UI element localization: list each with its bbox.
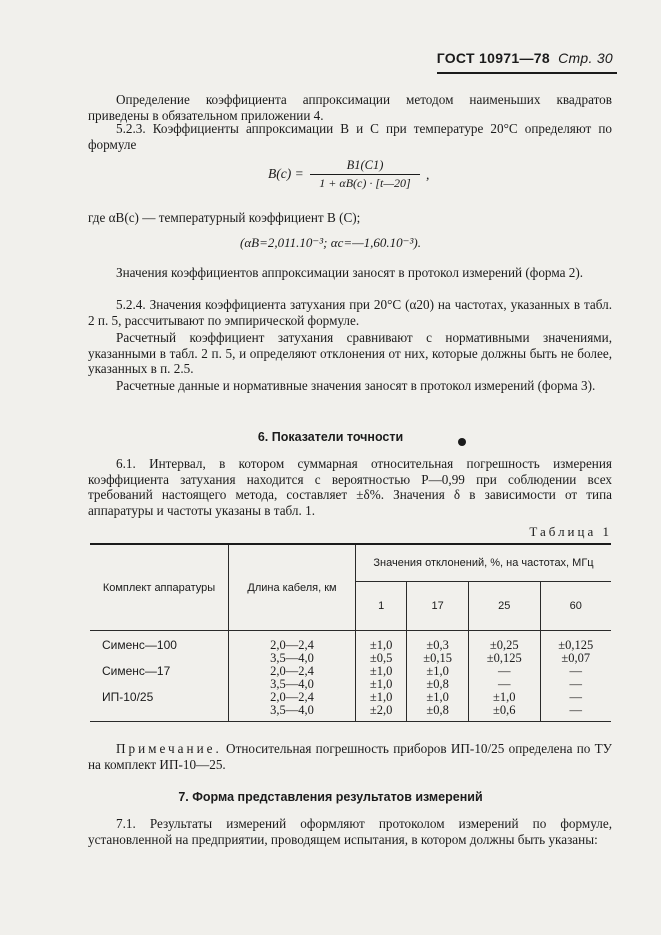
paragraph-5-2-3: 5.2.3. Коэффициенты аппроксимации B и C при температуре 20°C определяют по формуле <box>88 121 612 152</box>
cell-f25: — <box>468 665 540 678</box>
cell-equipment <box>90 704 229 722</box>
header-cable-length: Длина кабеля, км <box>229 544 356 631</box>
formula-denominator: 1 + αB(c) · [t—20] <box>319 176 411 190</box>
cell-length: 2,0—2,4 <box>229 665 356 678</box>
cell-length: 3,5—4,0 <box>229 678 356 691</box>
cell-length: 2,0—2,4 <box>229 691 356 704</box>
cell-f25: ±0,6 <box>468 704 540 722</box>
cell-f25: ±0,125 <box>468 652 540 665</box>
header-freq-25: 25 <box>468 582 540 631</box>
formula-lhs: B(c) = <box>268 166 304 181</box>
cell-f60: — <box>540 691 611 704</box>
cell-length: 3,5—4,0 <box>229 704 356 722</box>
paragraph-comparison: Расчетный коэффициент затухания сравнивают с нормативными значениями, указанными в табл. 2 п. 5, и определяют отклонения от них, которые должны быть не более, указанных в п. 2.5. <box>88 330 612 376</box>
table-row <box>90 665 611 678</box>
page-number: Стр. 30 <box>558 50 613 66</box>
table-row <box>90 704 611 722</box>
paragraph-7-1: 7.1. Результаты измерений оформляют протоколом измерений по формуле, установленной на предприятии, проводящем испытания, в котором должны быть указаны: <box>88 816 612 847</box>
cell-f25: ±0,25 <box>468 639 540 652</box>
cell-f25: ±1,0 <box>468 691 540 704</box>
formula-comma: , <box>426 167 430 182</box>
header-equipment: Комплект аппаратуры <box>90 544 229 631</box>
accuracy-table <box>90 543 611 722</box>
header-freq-17: 17 <box>407 582 469 631</box>
paragraph-5-2-4: 5.2.4. Значения коэффициента затухания при 20°C (α20) на частотах, указанных в табл. 2 п. 5, рассчитывают по эмпирической формуле. <box>88 297 612 328</box>
paragraph-temperature-coefficient: где αB(c) — температурный коэффициент B (C); <box>88 210 361 225</box>
note-label: Примечание. <box>116 741 222 756</box>
paragraph-form-2: Значения коэффициентов аппроксимации заносят в протокол измерений (форма 2). <box>116 265 584 280</box>
cell-f60: — <box>540 678 611 691</box>
cell-f25: — <box>468 678 540 691</box>
table-row <box>90 678 611 691</box>
cell-f1: ±1,0 <box>356 665 407 678</box>
formula-numerator: B1(C1) <box>310 158 420 175</box>
cell-f17: ±0,8 <box>407 678 469 691</box>
cell-equipment: ИП-10/25 <box>90 691 229 704</box>
cell-equipment: Сименс—17 <box>90 665 229 678</box>
cell-f17: ±0,15 <box>407 652 469 665</box>
cell-f1: ±2,0 <box>356 704 407 722</box>
ink-blot <box>458 438 466 446</box>
cell-length: 2,0—2,4 <box>229 639 356 652</box>
cell-f17: ±0,8 <box>407 704 469 722</box>
cell-f1: ±1,0 <box>356 639 407 652</box>
coefficient-values: (αB=2,011.10⁻³; αc=—1,60.10⁻³). <box>240 235 422 250</box>
cell-f60: ±0,125 <box>540 639 611 652</box>
header-frequency-group: Значения отклонений, %, на частотах, МГц <box>356 544 612 582</box>
header-rule <box>437 72 617 74</box>
table-row <box>90 691 611 704</box>
section-7-title: 7. Форма представления результатов измерений <box>178 790 483 804</box>
formula-fraction <box>310 158 420 191</box>
cell-equipment: Сименс—100 <box>90 639 229 652</box>
header-freq-1: 1 <box>356 582 407 631</box>
cell-f1: ±0,5 <box>356 652 407 665</box>
section-6-title: 6. Показатели точности <box>257 430 404 444</box>
paragraph-form-3: Расчетные данные и нормативные значения заносят в протокол измерений (форма 3). <box>116 378 596 393</box>
paragraph-approximation-appendix: Определение коэффициента аппроксимации методом наименьших квадратов приведены в обязательном приложении 4. <box>88 92 612 123</box>
table-note <box>88 741 612 772</box>
cell-length: 3,5—4,0 <box>229 652 356 665</box>
note-text: Относительная погрешность приборов ИП-10/25 определена по ТУ на комплект ИП-10—25. <box>88 741 612 772</box>
cell-f1: ±1,0 <box>356 691 407 704</box>
page-header <box>437 50 613 66</box>
table-row <box>90 639 611 652</box>
cell-f60: ±0,07 <box>540 652 611 665</box>
cell-f17: ±0,3 <box>407 639 469 652</box>
standard-number: ГОСТ 10971—78 <box>436 50 550 66</box>
cell-f60: — <box>540 704 611 722</box>
cell-f1: ±1,0 <box>356 678 407 691</box>
header-freq-60: 60 <box>540 582 611 631</box>
table-caption: Таблица 1 <box>529 524 612 539</box>
cell-f17: ±1,0 <box>407 665 469 678</box>
cell-f60: — <box>540 665 611 678</box>
cell-f17: ±1,0 <box>407 691 469 704</box>
paragraph-6-1: 6.1. Интервал, в котором суммарная относительная погрешность измерения коэффициента затухания находится с вероятностью P—0,99 при соблюдении всех требований настоящего метода, составляет ±δ%. Значения δ в зависимости от типа аппаратуры и частоты указаны в табл. 1. <box>88 456 612 518</box>
